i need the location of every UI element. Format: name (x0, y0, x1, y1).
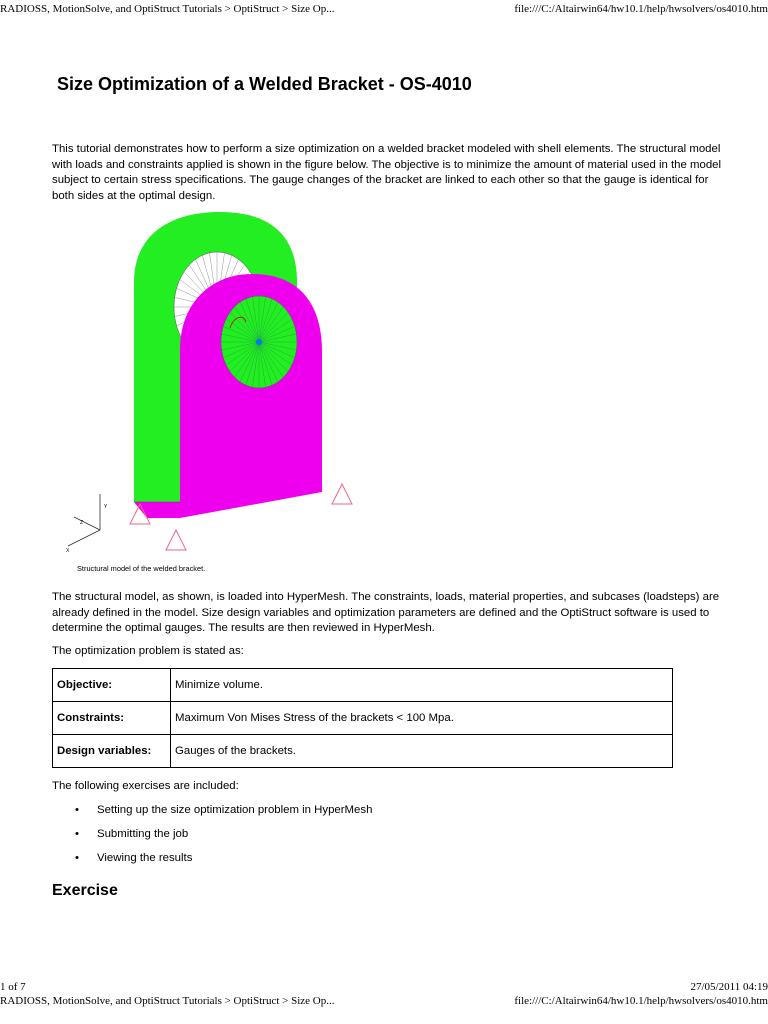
section-heading: Exercise (52, 882, 118, 899)
footer-page-number: 1 of 7 (0, 981, 26, 993)
list-item-text: Setting up the size optimization problem in HyperMesh (97, 804, 373, 816)
problem-statement-intro: The optimization problem is stated as: (52, 645, 244, 657)
load-center (256, 339, 262, 345)
table-value: Minimize volume. (171, 669, 673, 702)
bracket-figure (52, 212, 362, 562)
table-label: Design variables: (53, 735, 171, 768)
optimization-table (52, 668, 673, 768)
list-item (52, 822, 372, 846)
coordinate-triad-icon (68, 494, 100, 546)
intro-paragraph: This tutorial demonstrates how to perform a size optimization on a welded bracket modeled with shell elements. The structural model with loads and constraints applied is shown in the figure below. The objective is to minimize the amount of material used in the model subject to certain stress specifications. The gauge changes of the bracket are linked to each other so that the gauge is identical for both sides at the optimal design. (52, 143, 722, 202)
list-item (52, 846, 372, 870)
exercises-intro: The following exercises are included: (52, 780, 239, 792)
bullet: • (75, 828, 79, 840)
bullet: • (75, 804, 79, 816)
constraint-triangle-mid (166, 530, 186, 550)
table-row (53, 669, 673, 702)
axis-label-z: Z (80, 520, 84, 526)
constraint-triangle-right (332, 484, 352, 504)
header-breadcrumb: RADIOSS, MotionSolve, and OptiStruct Tutorials > OptiStruct > Size Op... (0, 995, 335, 1007)
model-paragraph: The structural model, as shown, is loaded into HyperMesh. The constraints, loads, material properties, and subcases (loadsteps) are already defined in the model. Size design variables and optimization parameters are defined and the OptiStruct software is used to determine the optimal gauges. The results are then reviewed in HyperMesh. (52, 591, 720, 634)
axis-label-x: X (66, 548, 70, 554)
table-row (53, 735, 673, 768)
axis-label-y: Y (104, 504, 108, 510)
header-breadcrumb: RADIOSS, MotionSolve, and OptiStruct Tutorials > OptiStruct > Size Op... (0, 3, 335, 15)
bracket-base (134, 502, 180, 518)
table-value: Maximum Von Mises Stress of the brackets < 100 Mpa. (171, 702, 673, 735)
bullet: • (75, 852, 79, 864)
page-title: Size Optimization of a Welded Bracket - OS-4010 (57, 74, 472, 94)
list-item-text: Submitting the job (97, 828, 189, 840)
table-row (53, 702, 673, 735)
table-label: Objective: (53, 669, 171, 702)
exercise-list (52, 798, 372, 870)
table-value: Gauges of the brackets. (171, 735, 673, 768)
figure-caption: Structural model of the welded bracket. (77, 564, 206, 573)
header-file-url: file:///C:/Altairwin64/hw10.1/help/hwsolvers/os4010.htm (514, 3, 768, 15)
bracket-model-image (52, 212, 362, 562)
footer-datetime: 27/05/2011 04:19 (690, 981, 768, 993)
list-item-text: Viewing the results (97, 852, 193, 864)
list-item (52, 798, 372, 822)
table-label: Constraints: (53, 702, 171, 735)
header-file-url: file:///C:/Altairwin64/hw10.1/help/hwsolvers/os4010.htm (514, 995, 768, 1007)
